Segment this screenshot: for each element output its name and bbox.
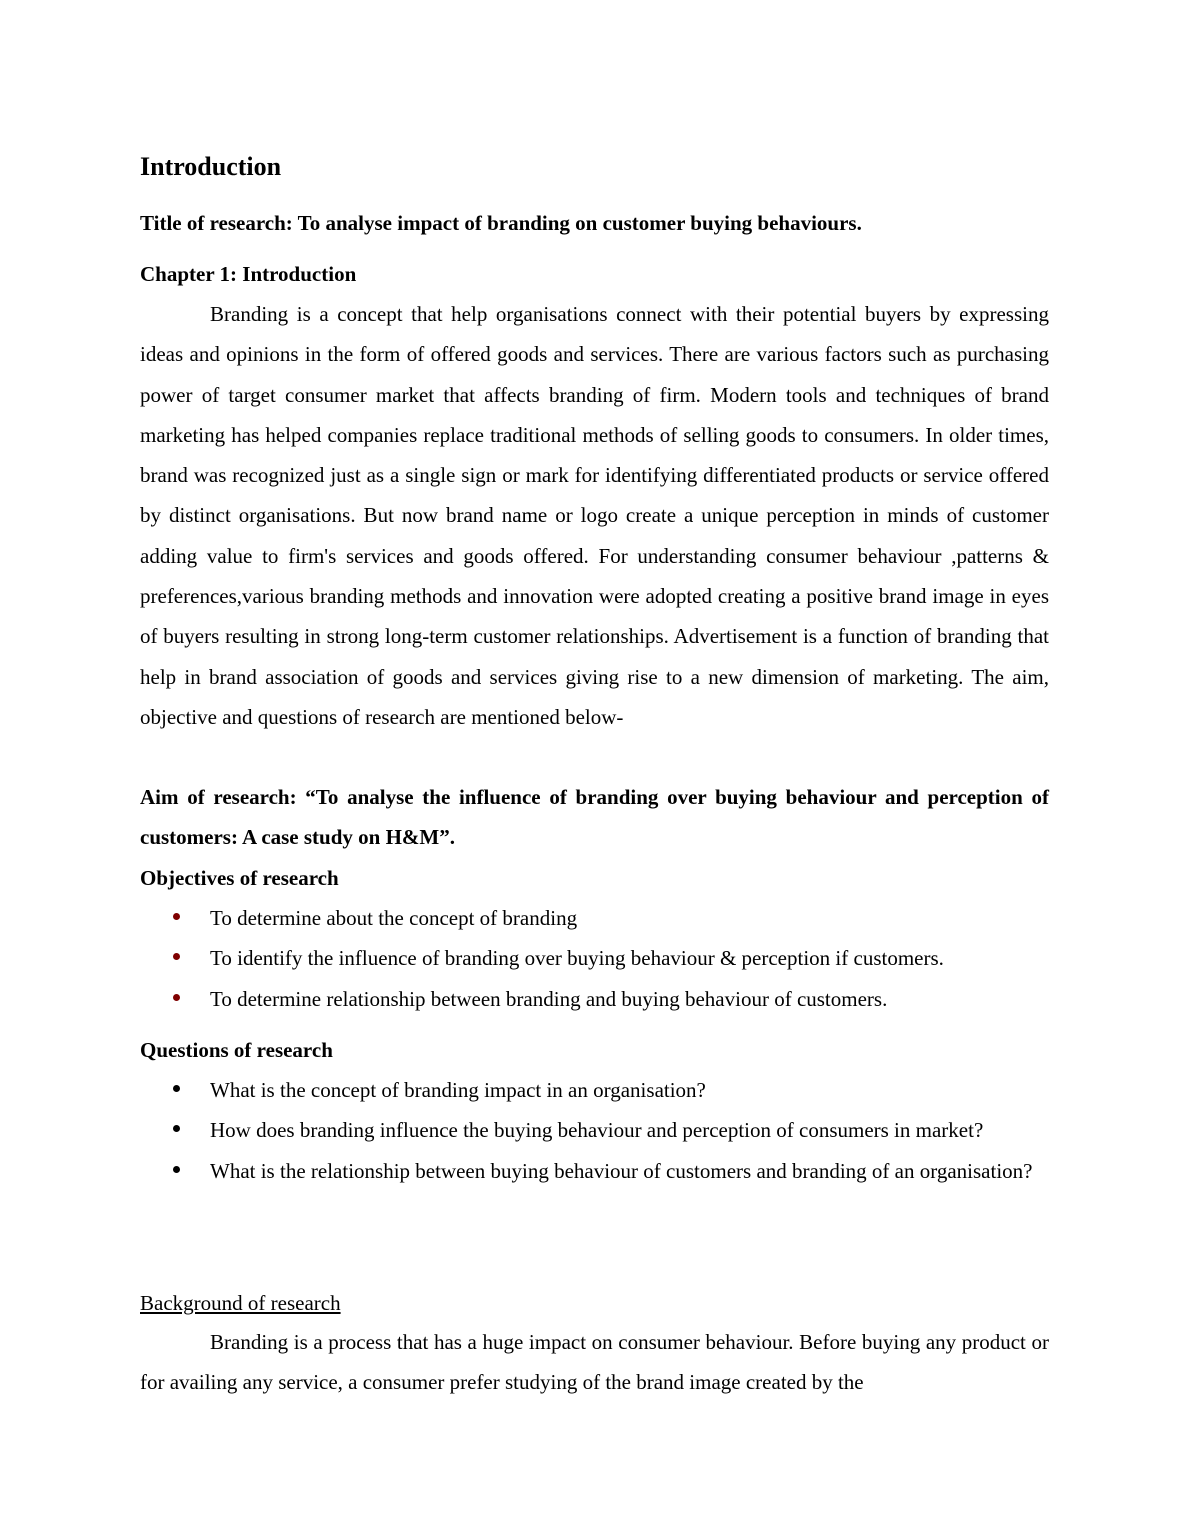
bullet-icon xyxy=(173,1125,180,1132)
list-item xyxy=(140,898,1049,938)
question-text: How does branding influence the buying behaviour and perception of consumers in market? xyxy=(210,1118,984,1143)
objective-text: To identify the influence of branding over buying behaviour & perception if customers. xyxy=(210,946,944,971)
objectives-heading: Objectives of research xyxy=(140,866,339,890)
list-item xyxy=(140,1151,1049,1191)
list-item xyxy=(140,1110,1049,1150)
list-item xyxy=(140,1070,1049,1110)
bullet-icon xyxy=(173,994,180,1001)
objectives-list xyxy=(140,898,1049,1019)
aim-of-research: Aim of research: “To analyse the influence of branding over buying behaviour and perception of customers: A case study on H&M”. xyxy=(140,785,1049,850)
list-item xyxy=(140,938,1049,978)
bullet-icon xyxy=(173,1085,180,1092)
main-heading: Introduction xyxy=(140,152,282,181)
research-title: Title of research: To analyse impact of branding on customer buying behaviours. xyxy=(140,211,862,235)
question-text: What is the concept of branding impact in an organisation? xyxy=(210,1078,706,1102)
objective-text: To determine relationship between branding and buying behaviour of customers. xyxy=(210,986,888,1011)
intro-paragraph: Branding is a concept that help organisations connect with their potential buyers by expressing ideas and opinions in the form of offered goods and services. There are various factors such as purchasing power of target consumer market that affects branding of firm. Modern tools and techniques of brand marketing has helped companies replace traditional methods of selling goods to consumers. In older times, brand was recognized just as a single sign or mark for identifying differentiated products or service offered by distinct organisations. But now brand name or logo create a unique perception in minds of customer adding value to firm's services and goods offered. For understanding consumer behaviour ,patterns & preferences,various branding methods and innovation were adopted creating a positive brand image in eyes of buyers resulting in strong long-term customer relationships. Advertisement is a function of branding that help in brand association of goods and services giving rise to a new dimension of marketing. The aim, objective and questions of research are mentioned below- xyxy=(140,302,1049,729)
questions-list xyxy=(140,1070,1049,1191)
list-item xyxy=(140,979,1049,1019)
chapter-heading: Chapter 1: Introduction xyxy=(140,262,357,286)
background-heading: Background of research xyxy=(140,1291,341,1315)
background-paragraph: Branding is a process that has a huge impact on consumer behaviour. Before buying any product or for availing any service, a consumer prefer studying of the brand image created by the xyxy=(140,1330,1049,1395)
questions-heading: Questions of research xyxy=(140,1038,333,1062)
question-text: What is the relationship between buying behaviour of customers and branding of an organisation? xyxy=(210,1158,1033,1183)
bullet-icon xyxy=(173,1166,180,1173)
objective-text: To determine about the concept of branding xyxy=(210,906,578,930)
bullet-icon xyxy=(173,953,180,960)
bullet-icon xyxy=(173,913,180,920)
